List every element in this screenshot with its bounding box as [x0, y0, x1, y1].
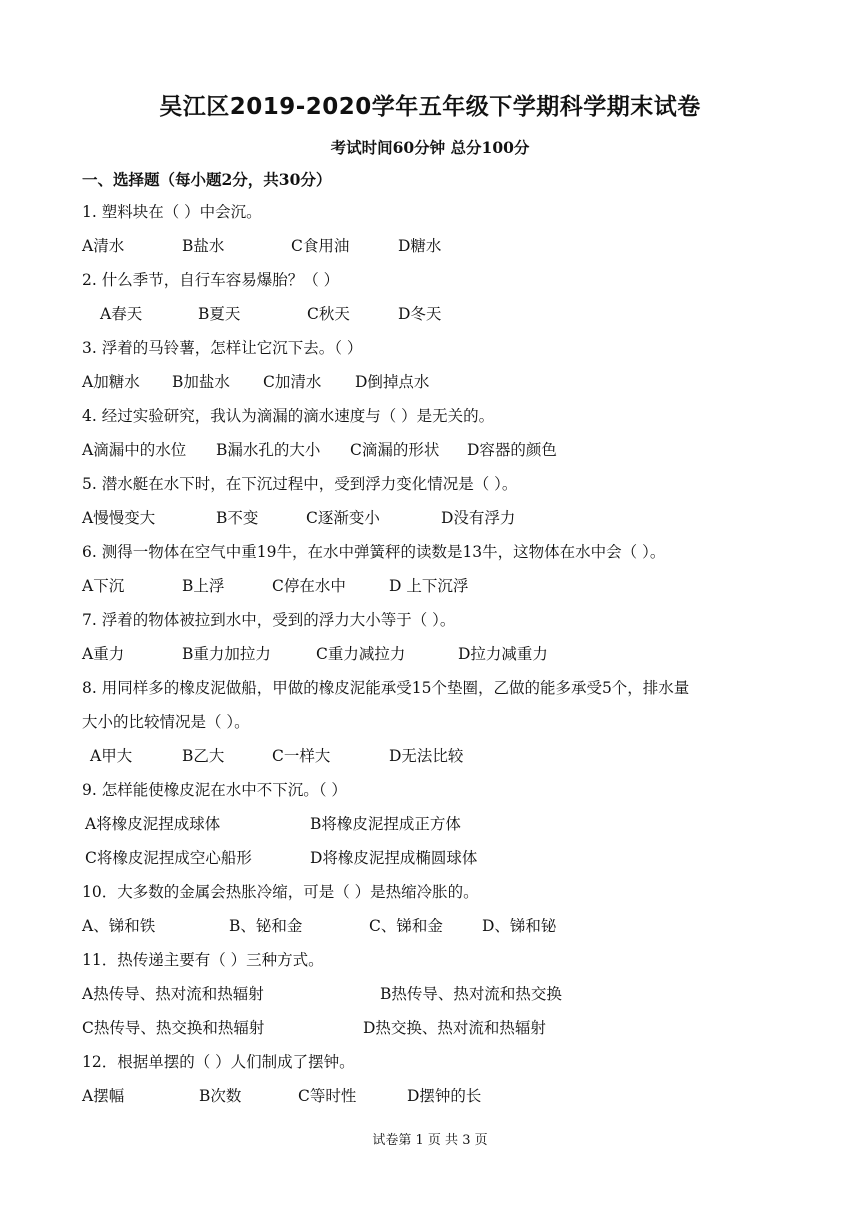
question-stem: 5. 潜水艇在水下时，在下沉过程中，受到浮力变化情况是（ ）。	[82, 475, 518, 493]
option-c: C将橡皮泥捏成空心船形	[85, 849, 252, 867]
question-stem: 7. 浮着的物体被拉到水中，受到的浮力大小等于（ ）。	[82, 611, 456, 629]
option-b: B上浮	[182, 577, 225, 595]
page-footer: 试卷第 1 页 共 3 页	[372, 1133, 488, 1148]
question-stem: 9. 怎样能使橡皮泥在水中不下沉。（ ）	[82, 781, 347, 799]
option-a: A热传导、热对流和热辐射	[82, 985, 264, 1003]
option-d: D拉力减重力	[458, 645, 548, 663]
option-d: D冬天	[398, 305, 442, 323]
question-stem: 1. 塑料块在（ ）中会沉。	[82, 203, 262, 221]
question-stem: 12．根据单摆的（ ）人们制成了摆钟。	[82, 1053, 355, 1071]
option-b: B热传导、热对流和热交换	[380, 985, 562, 1003]
question-stem: 8. 用同样多的橡皮泥做船，甲做的橡皮泥能承受15个垫圈，乙做的能多承受5个，排水量	[82, 679, 690, 697]
option-a: A清水	[82, 237, 125, 255]
option-a: A摆幅	[82, 1087, 125, 1105]
option-b: B加盐水	[172, 373, 230, 391]
option-b: B将橡皮泥捏成正方体	[310, 815, 461, 833]
exam-subtitle: 考试时间60分钟 总分100分	[330, 138, 530, 157]
option-a: A加糖水	[82, 373, 140, 391]
option-c: C逐渐变小	[306, 509, 380, 527]
option-b: B重力加拉力	[182, 645, 271, 663]
option-b: B次数	[199, 1087, 242, 1105]
question-stem: 11．热传递主要有（ ）三种方式。	[82, 951, 324, 969]
question-stem: 3. 浮着的马铃薯，怎样让它沉下去。（ ）	[82, 339, 363, 357]
option-d: D摆钟的长	[407, 1087, 482, 1105]
option-c: C、锑和金	[369, 917, 443, 935]
option-b: B不变	[216, 509, 259, 527]
option-d: D倒掉点水	[355, 373, 430, 391]
option-d: D、锑和铋	[482, 917, 557, 935]
option-c: C一样大	[272, 747, 331, 765]
option-d: D没有浮力	[441, 509, 516, 527]
option-a: A、锑和铁	[82, 917, 156, 935]
option-a: A将橡皮泥捏成球体	[85, 815, 221, 833]
option-d: D糖水	[398, 237, 442, 255]
option-a: A慢慢变大	[82, 509, 156, 527]
option-c: C热传导、热交换和热辐射	[82, 1019, 265, 1037]
option-b: B乙大	[182, 747, 225, 765]
option-b: B夏天	[198, 305, 241, 323]
option-c: C停在水中	[272, 577, 346, 595]
option-c: C食用油	[291, 237, 350, 255]
question-stem: 4. 经过实验研究，我认为滴漏的滴水速度与（ ）是无关的。	[82, 407, 495, 425]
option-b: B漏水孔的大小	[216, 441, 321, 459]
option-d: D无法比较	[389, 747, 464, 765]
option-d: D将橡皮泥捏成椭圆球体	[310, 849, 478, 867]
exam-title: 吴江区2019-2020学年五年级下学期科学期末试卷	[159, 94, 701, 120]
option-c: C等时性	[298, 1087, 357, 1105]
question-stem: 10．大多数的金属会热胀冷缩，可是（ ）是热缩冷胀的。	[82, 883, 479, 901]
option-b: B盐水	[182, 237, 225, 255]
option-a: A甲大	[90, 747, 133, 765]
question-stem: 6. 测得一物体在空气中重19牛，在水中弹簧秤的读数是13牛，这物体在水中会（ ）。	[82, 543, 666, 561]
question-stem: 2. 什么季节，自行车容易爆胎？（ ）	[82, 271, 340, 289]
option-d: D 上下沉浮	[389, 577, 469, 595]
option-c: C重力减拉力	[316, 645, 406, 663]
option-a: A春天	[100, 305, 143, 323]
option-c: C秋天	[307, 305, 350, 323]
option-d: D热交换、热对流和热辐射	[363, 1019, 546, 1037]
question-stem-continued: 大小的比较情况是（ ）。	[82, 713, 250, 731]
section-heading: 一、选择题（每小题2分，共30分）	[82, 170, 332, 189]
option-a: A重力	[82, 645, 125, 663]
option-b: B、铋和金	[229, 917, 303, 935]
option-c: C滴漏的形状	[350, 441, 440, 459]
option-c: C加清水	[263, 373, 322, 391]
option-d: D容器的颜色	[467, 441, 557, 459]
option-a: A滴漏中的水位	[82, 441, 187, 459]
option-a: A下沉	[82, 577, 125, 595]
